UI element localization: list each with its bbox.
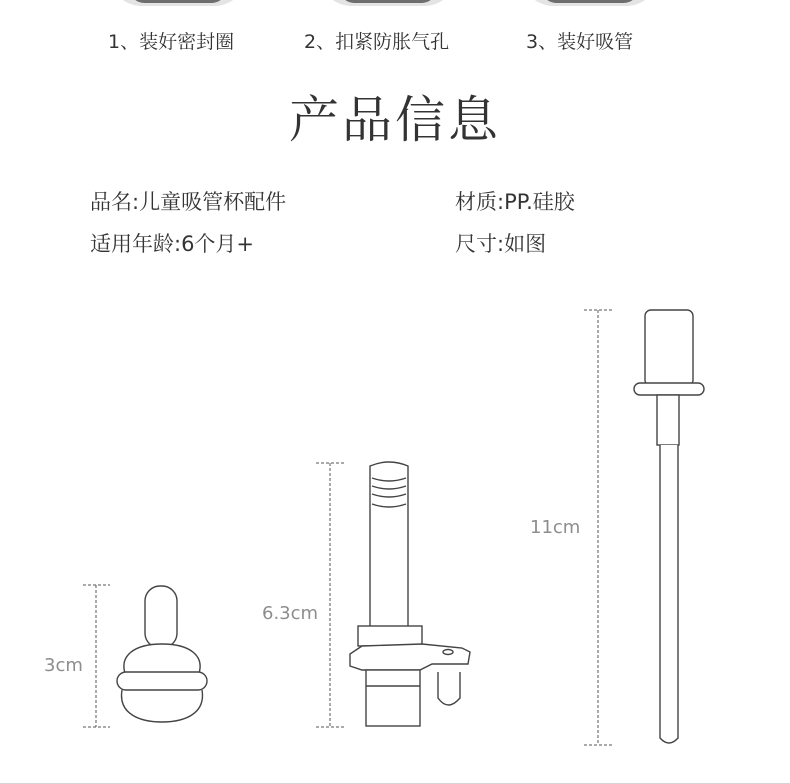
straw-illustration — [634, 310, 704, 743]
straw-dimension-line — [584, 310, 612, 745]
info-age: 适用年龄:6个月+ — [90, 232, 255, 256]
step-3-caption: 3、装好吸管 — [526, 31, 634, 53]
seal-ring-illustration — [117, 586, 207, 722]
valve-dimension-line — [316, 463, 344, 727]
info-material: 材质:PP.硅胶 — [455, 190, 575, 214]
step-2-caption: 2、扣紧防胀气孔 — [304, 31, 450, 53]
step-1-caption: 1、装好密封圈 — [108, 31, 235, 53]
valve-illustration — [350, 462, 470, 726]
info-product-name: 品名:儿童吸管杯配件 — [90, 190, 287, 214]
section-title: 产品信息 — [289, 91, 501, 149]
seal-dimension-label: 3cm — [44, 655, 83, 676]
seal-dimension-line — [83, 585, 110, 727]
info-size: 尺寸:如图 — [455, 232, 547, 256]
straw-dimension-label: 11cm — [530, 517, 581, 538]
valve-dimension-label: 6.3cm — [262, 603, 319, 624]
